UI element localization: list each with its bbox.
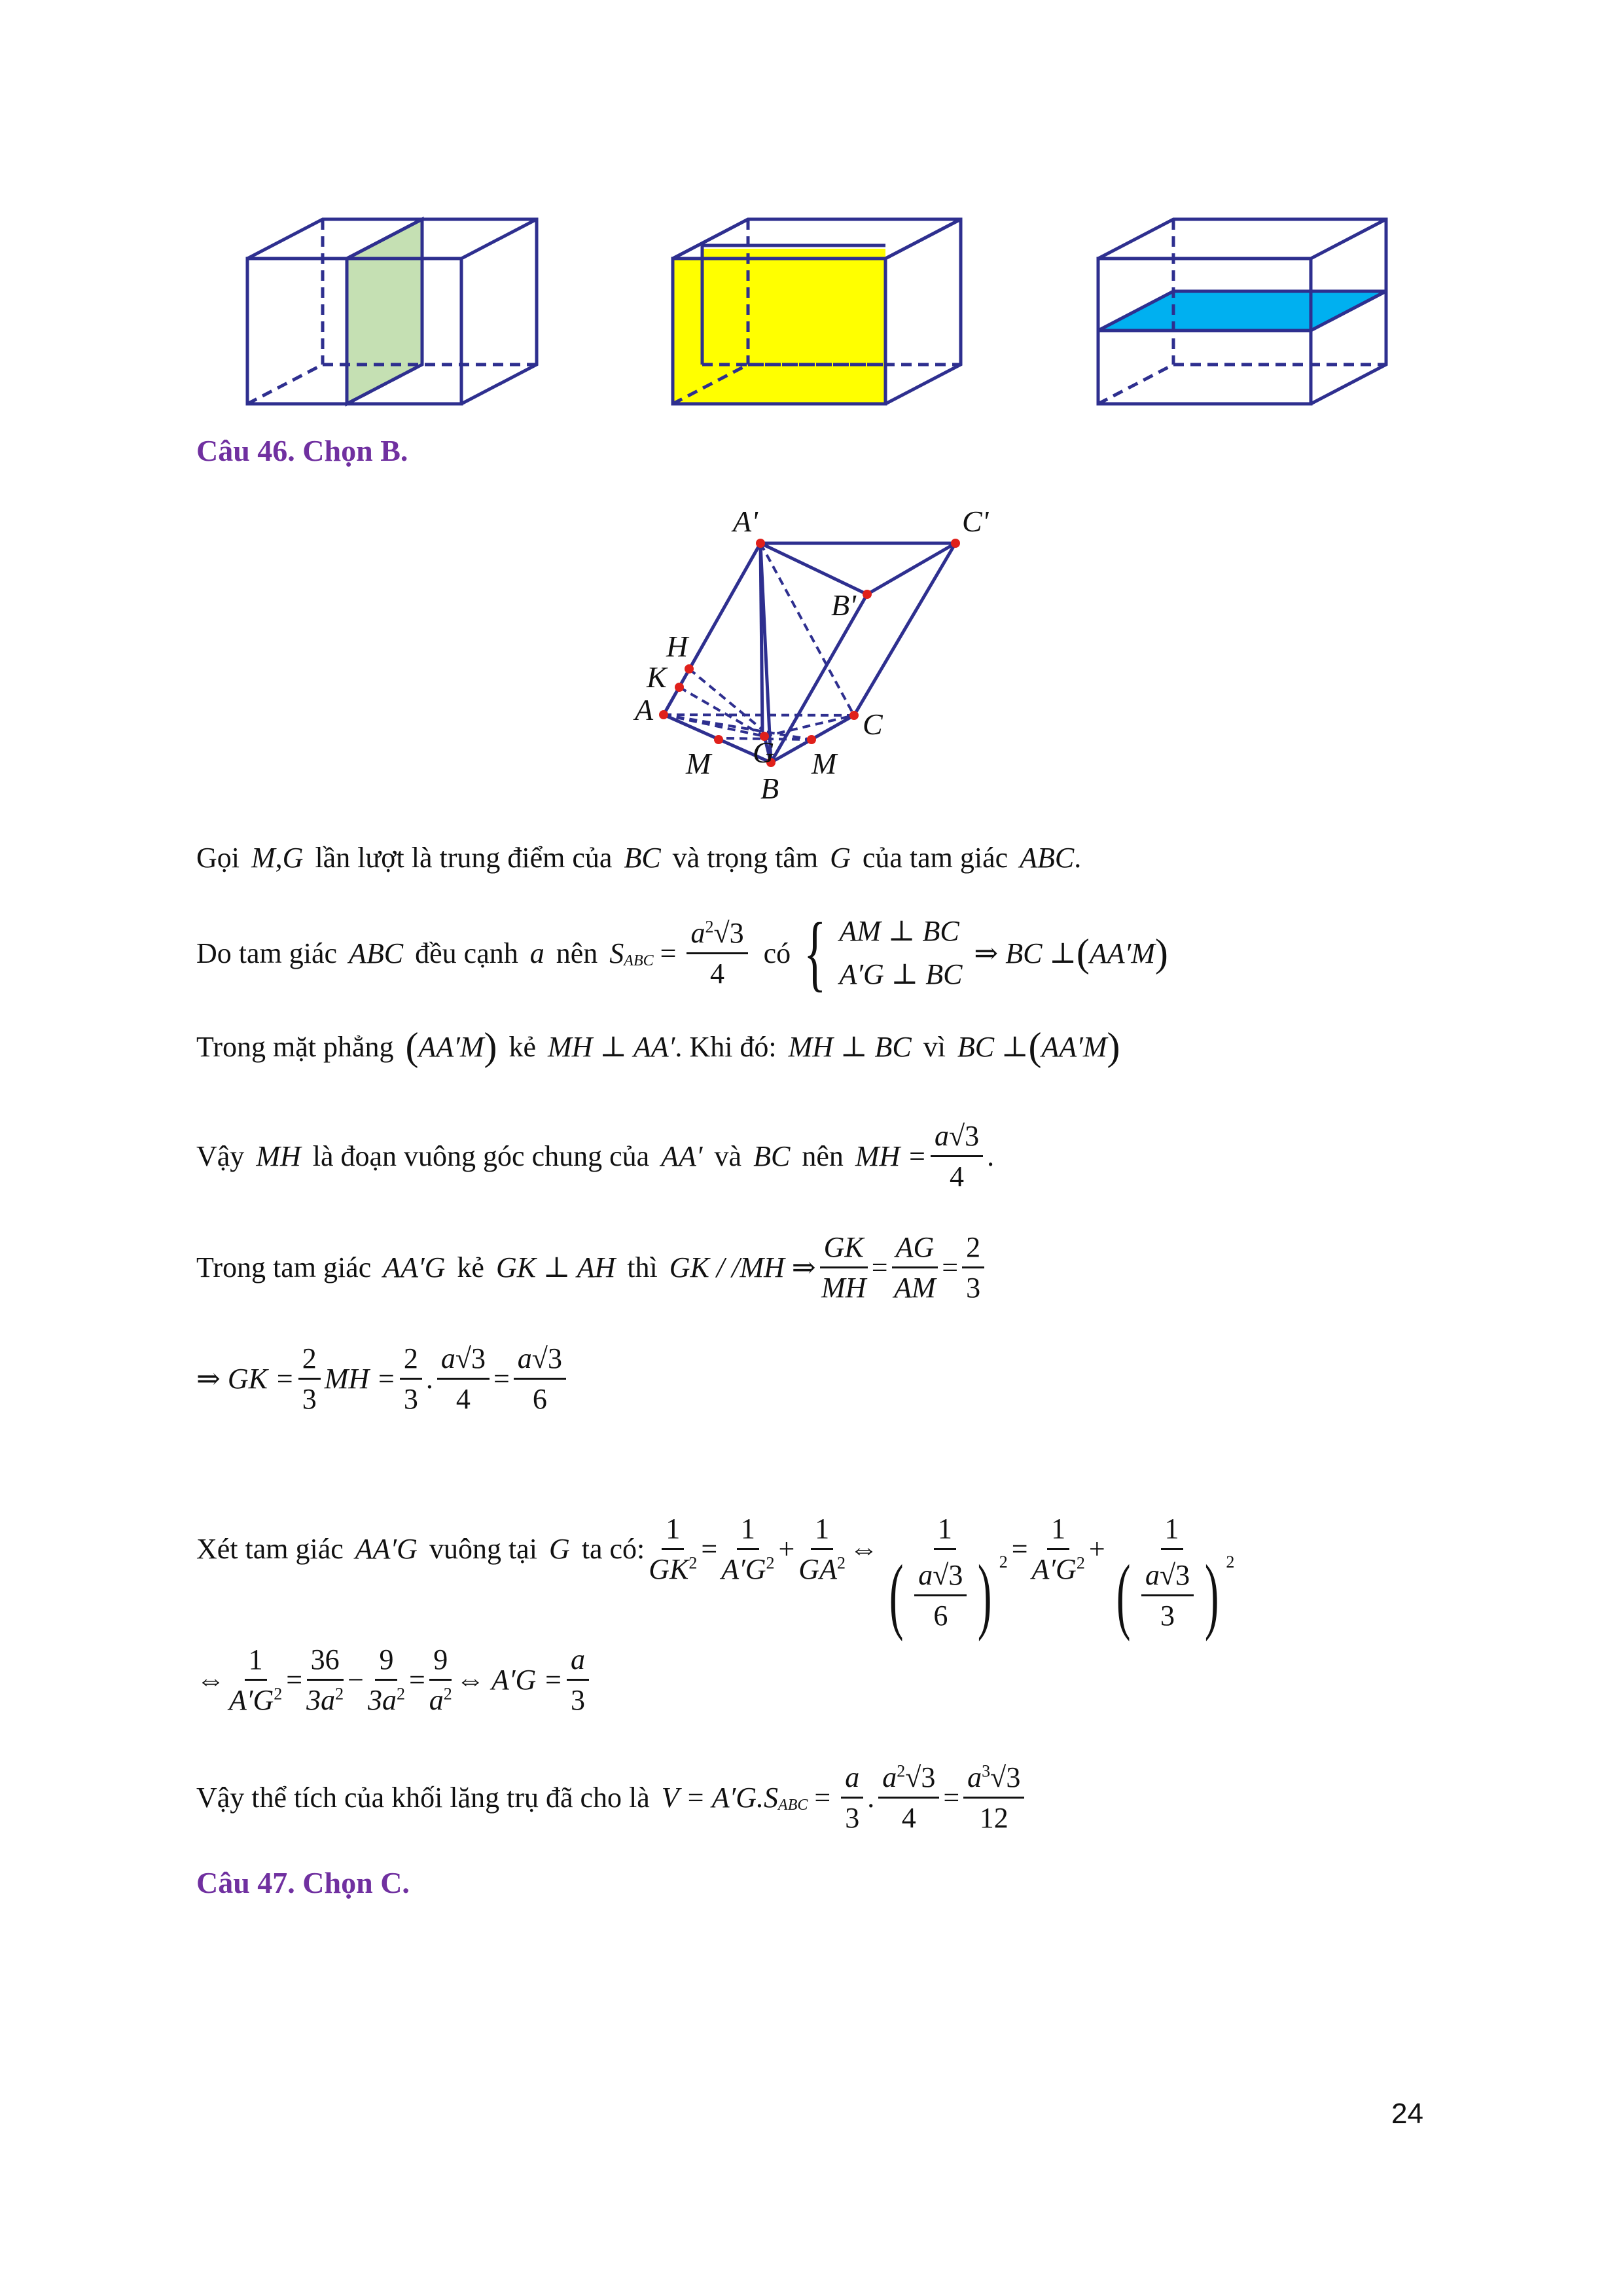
label-K: K [647, 660, 667, 694]
text: . [987, 1140, 995, 1172]
text: . [867, 1782, 875, 1814]
text: Gọi [196, 842, 240, 874]
math: a [529, 937, 544, 969]
math: ⇔ [196, 1664, 225, 1696]
math: MH [256, 1140, 301, 1172]
fraction: $\frac{1}{GK^2}$ [649, 1512, 698, 1585]
label-B: B [760, 772, 779, 805]
equation-system: AM ⊥ BC A′G ⊥ BC [839, 915, 963, 990]
text: vì [923, 1031, 946, 1063]
fraction: $\frac{1}{A'G^2}$ [721, 1512, 775, 1585]
text: nên [802, 1140, 844, 1172]
point-M-right [807, 735, 816, 744]
point-C-prime [951, 539, 960, 548]
fraction: $\frac{2}{3}$ [400, 1342, 422, 1416]
text: = [814, 1782, 831, 1814]
fraction: 1 ( $\frac{a√3}{3}$ ) $^2$ [1116, 1513, 1235, 1642]
box-figures [236, 209, 1400, 412]
box-2-front-section [673, 219, 961, 404]
math: GK / /MH ⇒ [669, 1251, 816, 1283]
text: kẻ [457, 1251, 484, 1283]
text: lần lượt là trung điểm của [315, 842, 613, 874]
math: G [282, 842, 304, 874]
text: . [1074, 842, 1082, 874]
text: . Khi đó: [675, 1031, 777, 1063]
math: BC [753, 1140, 791, 1172]
text: − [348, 1664, 364, 1696]
solution-line-5 [196, 1230, 988, 1304]
text: = [408, 1664, 425, 1696]
text: kẻ [508, 1031, 537, 1063]
text: = [943, 1782, 960, 1814]
text: Trong tam giác [196, 1251, 372, 1283]
math: ABC [778, 1797, 808, 1814]
fraction: $\frac{1}{GA^2}$ [798, 1512, 846, 1585]
math: BC ⊥ [957, 1031, 1029, 1063]
paren-group: ( AA′M ) [1076, 931, 1168, 975]
text: = [942, 1251, 959, 1283]
text: có [763, 937, 791, 969]
text: + [778, 1532, 795, 1565]
label-M-left: M [686, 747, 711, 780]
text: thì [627, 1251, 658, 1283]
solution-line-3 [196, 1024, 1120, 1069]
question-47-heading: Câu 47. Chọn C. [196, 1866, 410, 1899]
text: . [425, 1363, 433, 1395]
fraction: $\frac{9}{a^2}$ [429, 1643, 452, 1716]
solution-line-6 [196, 1342, 570, 1416]
fraction: $\frac{1}{A'G^2}$ [1031, 1512, 1085, 1585]
point-K [675, 683, 684, 692]
fraction: $\frac{a^3√3}{12}$ [963, 1761, 1024, 1835]
math: AA′G [383, 1251, 446, 1283]
label-C-prime: C' [962, 505, 989, 538]
fraction: $\frac{a}{3}$ [567, 1643, 589, 1717]
text: Vậy thể tích của khối lăng trụ đã cho là [196, 1782, 650, 1814]
math: ABC [349, 937, 404, 969]
fraction: $\frac{a^2√3}{4}$ [878, 1761, 939, 1835]
text: , [275, 842, 283, 874]
section-fill-blue [1098, 291, 1386, 331]
section-fill-yellow-right [702, 249, 885, 365]
math: ABC [1020, 842, 1075, 874]
solution-line-4 [196, 1119, 994, 1193]
fraction: $\frac{36}{3a^2}$ [306, 1643, 344, 1716]
text: Xét tam giác [196, 1532, 344, 1565]
label-A-prime: A' [733, 505, 758, 538]
solution-line-8 [196, 1643, 593, 1717]
fraction: $\frac{AG}{AM}$ [892, 1230, 938, 1304]
math: AA′ [661, 1140, 703, 1172]
math: M [251, 842, 276, 874]
page-number: 24 [1391, 2098, 1423, 2130]
box-1-vertical-section [247, 219, 537, 404]
point-A [659, 710, 668, 719]
math: MH ⊥ AA′ [548, 1031, 675, 1063]
text: Do tam giác [196, 937, 338, 969]
solution-line-2 [196, 906, 1168, 1000]
text: ta có: [581, 1532, 645, 1565]
fraction: $\frac{a√3}{6}$ [514, 1342, 566, 1416]
point-B-prime [863, 590, 872, 599]
text: ⇔ [849, 1532, 878, 1565]
text: Vậy [196, 1140, 245, 1172]
text: vuông tại [429, 1532, 537, 1565]
text: = [1011, 1532, 1028, 1565]
math: ⇒ GK = [196, 1363, 294, 1395]
box-3-horizontal-section [1098, 219, 1386, 404]
fraction: $\frac{GK}{MH}$ [820, 1230, 868, 1304]
math: G [830, 842, 851, 874]
fraction: $\frac{a√3}{4}$ [931, 1119, 983, 1193]
point-C [849, 711, 859, 720]
solution-line-7 [196, 1460, 1238, 1642]
math: AA′G [355, 1532, 418, 1565]
math: MH = [324, 1363, 396, 1395]
label-G: G [753, 736, 775, 769]
brace: { [804, 906, 827, 1000]
text: nên [556, 937, 598, 969]
math: V = A′G.S [661, 1782, 779, 1814]
math: MH ⊥ BC [788, 1031, 912, 1063]
math: = [660, 937, 677, 969]
fraction: 1 ( $\frac{a√3}{6}$ ) $^2$ [889, 1513, 1008, 1642]
point-A-prime [756, 539, 765, 548]
text: đều cạnh [415, 937, 518, 969]
solution-line-1 [196, 841, 1081, 874]
fraction: $\frac{a^2√3}{4}$ [687, 916, 747, 990]
math: MH = [855, 1140, 927, 1172]
text: + [1088, 1532, 1105, 1565]
text: = [493, 1363, 510, 1395]
point-H [685, 664, 694, 673]
text: và trọng tâm [672, 842, 819, 874]
paren-group: ( AA′M ) [1028, 1025, 1120, 1068]
fraction: $\frac{a√3}{4}$ [437, 1342, 490, 1416]
fraction: $\frac{1}{A'G^2}$ [229, 1643, 283, 1716]
text: của tam giác [862, 842, 1008, 874]
text: Trong mặt phẳng [196, 1031, 394, 1063]
text: = [286, 1664, 303, 1696]
fraction: $\frac{2}{3}$ [962, 1230, 984, 1304]
prism-figure [615, 497, 989, 805]
text: và [714, 1140, 742, 1172]
math: S [609, 937, 624, 969]
fraction: $\frac{2}{3}$ [298, 1342, 321, 1416]
fraction: $\frac{a}{3}$ [841, 1761, 863, 1835]
label-H: H [666, 630, 688, 663]
solution-line-9 [196, 1761, 1028, 1835]
question-46-heading: Câu 46. Chọn B. [196, 434, 408, 467]
math: ⇒ BC ⊥ [974, 937, 1077, 969]
section-fill-green [347, 219, 422, 404]
label-B-prime: B' [831, 588, 856, 622]
math: ABC [624, 952, 654, 969]
math: GK ⊥ AH [495, 1251, 616, 1283]
math: G [548, 1532, 570, 1565]
text: = [701, 1532, 718, 1565]
math: ⇔ A′G = [455, 1664, 563, 1696]
paren-group: ( AA′M ) [405, 1025, 497, 1068]
point-M-left [714, 735, 723, 744]
label-A: A [635, 693, 654, 726]
text: = [871, 1251, 888, 1283]
fraction: $\frac{9}{3a^2}$ [367, 1643, 405, 1716]
math: BC [624, 842, 661, 874]
label-C: C [863, 708, 883, 741]
label-M-right: M [812, 747, 837, 780]
text: là đoạn vuông góc chung của [312, 1140, 650, 1172]
